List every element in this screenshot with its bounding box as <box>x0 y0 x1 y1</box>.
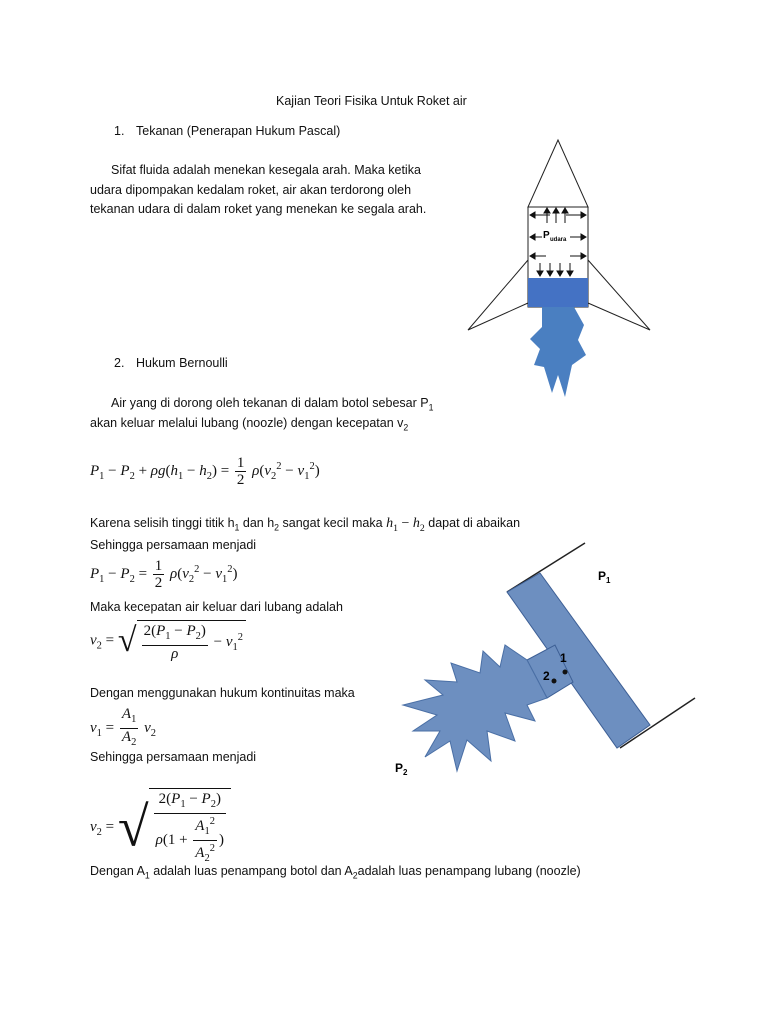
rocket-left-fin <box>468 260 528 330</box>
rocket-right-fin <box>588 260 650 330</box>
bottle-bernoulli-diagram <box>395 535 705 785</box>
water-exhaust <box>403 645 547 771</box>
velocity-equation: $v_2$ = √ $\frac{2(P_1 - P_2)}{\rho}$ − $v_1^2$ <box>90 620 246 662</box>
continuity-equation: $v_1$ = $\frac{A_1}{A_2}$ $v_2$ <box>90 706 156 748</box>
section2-heading: Hukum Bernoulli <box>136 356 228 370</box>
kontinuitas-line: Dengan menggunakan hukum kontinuitas maka <box>90 686 355 700</box>
point-1-label: 1 <box>560 651 567 665</box>
p1-label: P <box>598 569 607 583</box>
sehingga-line-2: Sehingga persamaan menjadi <box>90 750 257 764</box>
section1-number: 1. <box>114 124 125 138</box>
bernoulli-equation: $P_1 - P_2 + \rho g(h_1 - h_2)$ = $\frac{1}{2}$ $\rho(v_2^2 - v_1^2)$ <box>90 455 320 488</box>
para1-line3: tekanan udara di dalam roket yang menekan ke segala arah. <box>90 202 427 216</box>
p-udara-label: P <box>543 230 550 241</box>
section1-heading: Tekanan (Penerapan Hukum Pascal) <box>136 124 341 138</box>
page-title: Kajian Teori Fisika Untuk Roket air <box>276 94 467 108</box>
footer-line: Dengan $A_1$ adalah luas penampang botol dan $A_2adalah$ luas penampang lubang (noozle) <box>90 864 581 881</box>
rocket-water <box>528 278 588 307</box>
karena-line: Karena selisih tinggi titik $h_1$ dan $h_2$ sangat kecil maka $h_1 - h_2$ dapat di abaikan <box>90 516 521 534</box>
p2-label: P <box>395 761 404 775</box>
para2-line2: akan keluar melalui lubang (noozle) dengan kecepatan $v_2$ <box>90 416 409 433</box>
p-udara-subscript: udara <box>550 237 567 243</box>
rocket-exhaust <box>530 307 586 397</box>
para1-line2: udara dipompakan kedalam roket, air akan terdorong oleh <box>90 183 412 197</box>
point-2-dot <box>552 679 557 684</box>
sehingga-line-1: Sehingga persamaan menjadi <box>90 538 257 552</box>
p1-subscript: 1 <box>606 576 611 585</box>
point-1-dot <box>563 670 568 675</box>
section2-number: 2. <box>114 356 125 370</box>
rocket-nose-cone <box>528 140 588 207</box>
para1-line1: Sifat fluida adalah menekan kesegala arah. Maka ketika <box>111 163 421 177</box>
maka-line: Maka kecepatan air keluar dari lubang adalah <box>90 600 343 614</box>
final-velocity-equation: $v_2$ = √ $2(P_1 - P_2)$ ρ(1 + $\frac{A_1^2}{A_2^2}$ ) <box>90 788 231 867</box>
simplified-equation: $P_1 - P_2$ = $\frac{1}{2}$ $\rho(v_2^2 - v_1^2)$ <box>90 558 238 591</box>
rocket-pascal-diagram <box>460 135 660 400</box>
para2-line1: Air yang di dorong oleh tekanan di dalam botol sebesar $P_1$ <box>111 396 434 413</box>
point-2-label: 2 <box>543 669 550 683</box>
p2-subscript: 2 <box>403 768 408 777</box>
